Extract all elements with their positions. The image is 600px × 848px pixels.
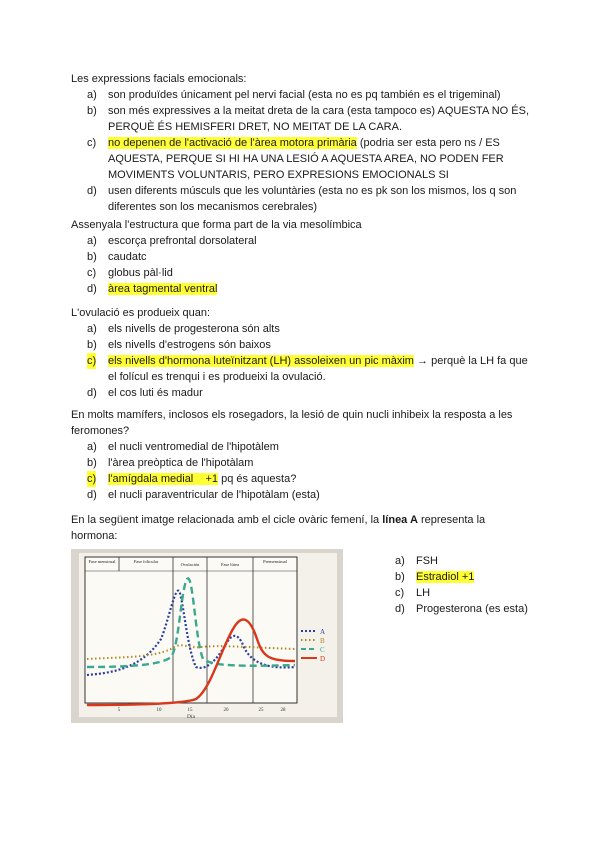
question-4 bbox=[71, 407, 531, 503]
question-5 bbox=[71, 512, 531, 544]
x-tick: 15 bbox=[187, 708, 193, 713]
highlighted-answer: l'amígdala medial +1 bbox=[108, 473, 219, 485]
q4-option-d: d) el nucli paraventricular de l'hipotàlam (esta) bbox=[87, 489, 320, 501]
x-tick: 20 bbox=[223, 708, 229, 713]
q3-option-d: d) el cos luti és madur bbox=[87, 387, 203, 399]
question-3-stem: L'ovulació es produeix quan: bbox=[71, 307, 211, 319]
question-4-stem: En molts mamífers, inclosos els rosegadors, la lesió de quin nucli inhibeix la resposta a les feromones? bbox=[71, 409, 513, 437]
x-tick: 5 bbox=[117, 708, 121, 713]
q5-option-c: c) LH bbox=[395, 587, 431, 599]
x-tick: 28 bbox=[280, 708, 286, 713]
question-2 bbox=[71, 217, 531, 297]
question-2-stem: Assenyala l'estructura que forma part de la via mesolímbica bbox=[71, 219, 362, 231]
legend-b: B bbox=[320, 637, 325, 645]
q5-option-b bbox=[395, 569, 549, 585]
highlighted-answer: àrea tagmental ventral bbox=[108, 283, 218, 295]
highlighted-answer: els nivells d'hormona luteïnitzant (LH) assoleixen un pic màxim bbox=[108, 355, 414, 367]
phase-label: Fase menstrual bbox=[88, 559, 116, 564]
q3-option-b: b) els nivells d'estrogens són baixos bbox=[87, 339, 271, 351]
question-5-stem: En la següent imatge relacionada amb el cicle ovàric femení, la línea A representa la hormona: bbox=[71, 514, 486, 542]
x-tick: 25 bbox=[258, 708, 264, 713]
question-1 bbox=[71, 71, 531, 215]
q4-option-a: a) el nucli ventromedial de l'hipotàlem bbox=[87, 441, 279, 453]
q3-option-c: c) els nivells d'hormona luteïnitzant (LH) assoleixen un pic màxim → perquè la LH fa que el folícul es trenqui i es produeixi la ovulació. bbox=[87, 355, 528, 383]
q2-option-a: a) escorça prefrontal dorsolateral bbox=[87, 235, 257, 247]
x-axis-label: Día bbox=[187, 714, 195, 720]
legend-a: A bbox=[320, 628, 326, 636]
question-3 bbox=[71, 305, 531, 401]
q2-option-b: b) caudatc bbox=[87, 251, 147, 263]
legend-c: C bbox=[320, 646, 325, 654]
phase-label: Fase lútea bbox=[220, 562, 240, 567]
q1-option-c: c) no depenen de l'activació de l'àrea motora primària (podria ser esta pero ns / ES AQUESTA, PERQUE SI HI HA UNA LESIÓ A AQUESTA AREA, NO PODEN FER MOVIMENTS VOLUNTARIS, PERO EXPRESIONS EMOCIONALS SI bbox=[87, 137, 504, 181]
q2-option-d: d) àrea tagmental ventral bbox=[87, 283, 218, 295]
phase-label: Premenstrual bbox=[263, 559, 287, 564]
ovarian-cycle-chart bbox=[71, 549, 343, 723]
q1-option-b: b) son més expressives a la meitat dreta de la cara (esta tampoco es) AQUESTA NO ÉS, PERQUÈ ÉS HEMISFERI DRET, NO MEITAT DE LA CARA. bbox=[87, 105, 530, 133]
legend-d: D bbox=[320, 655, 326, 663]
highlighted-answer: no depenen de l'activació de l'àrea motora primària bbox=[108, 137, 357, 149]
q5-option-d: d) Progesterona (es esta) bbox=[395, 603, 528, 615]
q4-option-c: c) l'amígdala medial +1 pq és aquesta? bbox=[87, 473, 297, 485]
question-5-options bbox=[379, 553, 549, 617]
q4-option-b: b) l'àrea preòptica de l'hipotàlam bbox=[87, 457, 254, 469]
phase-label: Fase folicular bbox=[133, 559, 159, 564]
q1-option-d: d) usen diferents músculs que les voluntàries (esta no es pk son los mismos, los q son diferentes son los mecanismos cerebrales) bbox=[87, 185, 517, 213]
highlighted-answer: b) Estradiol +1 bbox=[395, 571, 475, 583]
phase-label: Ovulación bbox=[180, 562, 200, 567]
ovarian-cycle-figure bbox=[71, 549, 343, 723]
x-tick: 10 bbox=[156, 708, 162, 713]
question-1-stem: Les expressions facials emocionals: bbox=[71, 73, 247, 85]
q1-option-a: a) son produïdes únicament pel nervi facial (esta no es pq también es el trigeminal) bbox=[87, 89, 501, 101]
q3-option-a: a) els nivells de progesterona són alts bbox=[87, 323, 280, 335]
q5-option-a: a) FSH bbox=[395, 555, 438, 567]
q2-option-c: c) globus pàl·lid bbox=[87, 267, 173, 279]
